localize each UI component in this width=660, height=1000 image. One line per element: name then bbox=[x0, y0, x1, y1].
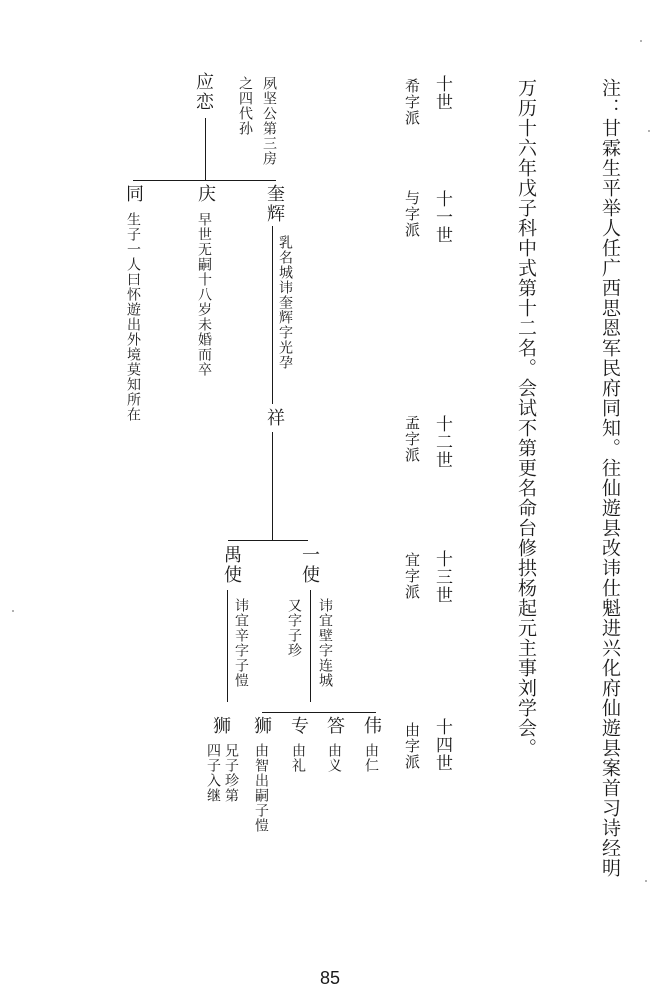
person-wei: 伟 bbox=[361, 716, 382, 736]
yishi-note-2: 又字子珍 bbox=[286, 598, 302, 658]
yishi-children-bar bbox=[262, 712, 376, 713]
person-shi-1: 狮 bbox=[251, 716, 272, 736]
pai-14: 由字派 bbox=[403, 722, 421, 770]
xiang-stem bbox=[272, 432, 273, 540]
person-yinglian: 应恋 bbox=[193, 72, 214, 112]
person-yushi: 禺使 bbox=[221, 545, 242, 585]
shi-2-note-1: 兄子珍第 bbox=[223, 743, 239, 803]
yishi-note-1: 讳宜壁字连城 bbox=[317, 598, 333, 688]
zhuan-note: 由礼 bbox=[290, 743, 306, 773]
page-number: 85 bbox=[319, 968, 341, 988]
yinglian-children-bar bbox=[133, 180, 276, 181]
shi-1-note: 由智出嗣子愷 bbox=[253, 743, 269, 833]
pai-13: 宜字派 bbox=[403, 552, 421, 600]
person-qing: 庆 bbox=[195, 184, 216, 204]
pai-12: 孟字派 bbox=[403, 415, 421, 463]
generation-10: 十世 bbox=[432, 75, 452, 111]
pai-10: 希字派 bbox=[403, 78, 421, 126]
yushi-stem bbox=[227, 590, 228, 702]
scan-speck bbox=[12, 610, 14, 612]
pai-11: 与字派 bbox=[403, 190, 421, 238]
generation-11: 十一世 bbox=[432, 190, 452, 244]
scan-speck bbox=[648, 130, 650, 132]
person-shi-2: 狮 bbox=[210, 716, 231, 736]
xiang-children-bar bbox=[228, 540, 308, 541]
generation-14: 十四世 bbox=[432, 718, 452, 772]
kuihui-stem bbox=[272, 226, 273, 404]
person-xiang: 祥 bbox=[264, 408, 285, 428]
da-note: 由义 bbox=[326, 743, 342, 773]
person-kuihui: 奎辉 bbox=[264, 184, 285, 224]
note-line-1: 注：甘霖生平举人任广西思恩军民府同知。往仙遊县改讳仕魁进兴化府仙遊县案首习诗经明 bbox=[599, 78, 621, 878]
yinglian-stem bbox=[205, 118, 206, 180]
yishi-stem bbox=[310, 590, 311, 702]
generation-12: 十二世 bbox=[432, 415, 452, 469]
person-da: 答 bbox=[324, 716, 345, 736]
person-tong: 同 bbox=[123, 184, 144, 204]
kuihui-note: 乳名城讳奎辉字光孕 bbox=[277, 235, 293, 370]
shi-2-note-2: 四子入继 bbox=[205, 743, 221, 803]
qing-note: 早世无嗣十八岁未婚而卒 bbox=[196, 212, 212, 377]
person-yishi: 一使 bbox=[299, 545, 320, 585]
note-line-2: 万历十六年戊子科中式第十二名。会试不第更名命台修拱杨起元主事刘学会。 bbox=[515, 78, 537, 758]
scan-speck bbox=[645, 880, 647, 882]
fengjian-note-2: 之四代孙 bbox=[237, 76, 253, 136]
yushi-note: 讳宜辛字子愷 bbox=[233, 598, 249, 688]
tong-note: 生子一人曰怀遊出外境莫知所在 bbox=[125, 212, 141, 422]
generation-13: 十三世 bbox=[432, 550, 452, 604]
fengjian-note-1: 夙坚公第三房 bbox=[261, 76, 277, 166]
person-zhuan: 专 bbox=[288, 716, 309, 736]
scan-speck bbox=[640, 40, 642, 42]
wei-note: 由仁 bbox=[363, 743, 379, 773]
